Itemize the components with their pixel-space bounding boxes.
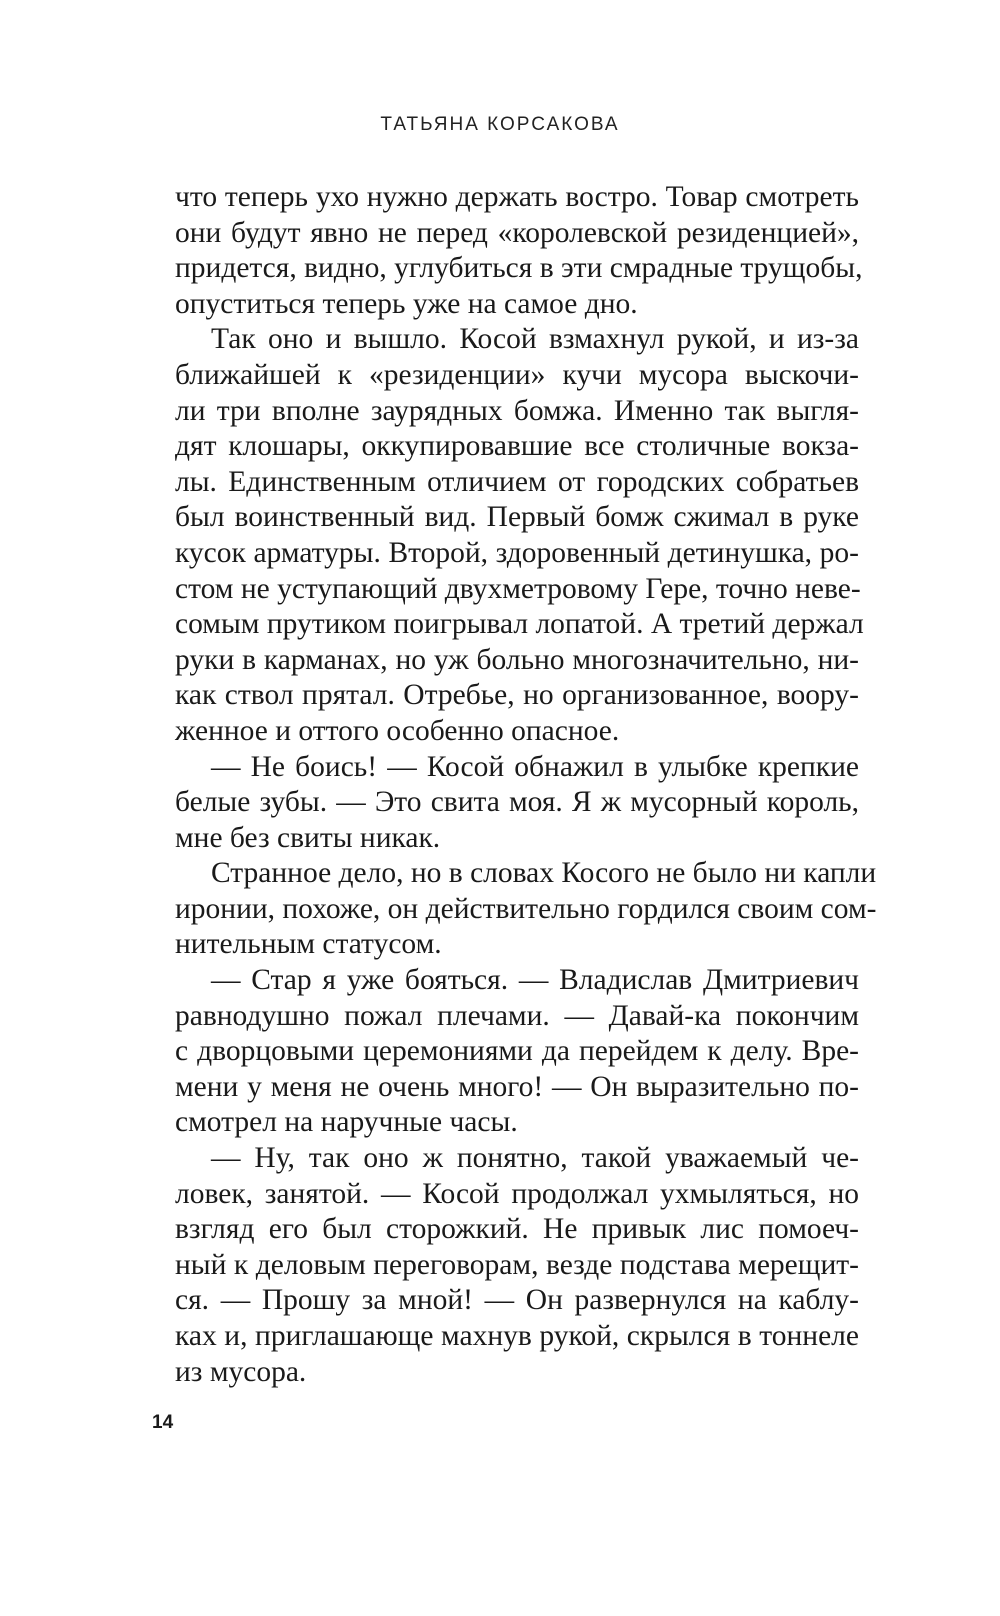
text-line: равнодушно пожал плечами. — Давай-ка покончим [175,999,859,1032]
text-line: лы. Единственным отличием от городских собратьев [175,465,859,498]
text-line: кусок арматуры. Второй, здоровенный детинушка, ро- [175,536,859,569]
text-line: белые зубы. — Это свита моя. Я ж мусорный король, [175,786,859,819]
text-line: ный к деловым переговорам, везде подстава мерещит- [175,1248,859,1281]
text-line: из мусора. [175,1355,307,1388]
text-line: — Стар я уже бояться. — Владислав Дмитриевич [211,964,859,997]
text-line: — Ну, так оно ж понятно, такой уважаемый че- [211,1142,859,1175]
text-line: они будут явно не перед «королевской резиденцией», [175,216,859,249]
text-line: ках и, приглашающе махнув рукой, скрылся в тоннеле [175,1320,859,1352]
text-line: взгляд его был сторожкий. Не привык лис помоеч- [175,1213,859,1246]
text-line: руки в карманах, но уж больно многозначительно, ни- [175,643,859,676]
text-line: сомым прутиком поигрывал лопатой. А третий держал [175,608,864,641]
running-header: ТАТЬЯНА КОРСАКОВА [380,114,620,135]
text-line: нительным статусом. [175,928,442,961]
text-line: был воинственный вид. Первый бомж сжимал в руке [175,501,859,534]
text-line: мне без свиты никак. [175,821,441,854]
text-line: иронии, похоже, он действительно гордился своим сом- [175,892,877,925]
text-line: дят клошары, оккупировавшие все столичные вокза- [175,430,859,463]
page-number: 14 [152,1412,174,1433]
text-line: ся. — Прошу за мной! — Он развернулся на каблу- [175,1284,859,1317]
text-line: опуститься теперь уже на самое дно. [175,287,638,320]
text-line: как ствол прятал. Отребье, но организованное, воору- [175,679,859,712]
text-line: женное и оттого особенно опасное. [175,714,620,747]
text-line: что теперь ухо нужно держать востро. Товар смотреть [175,181,859,213]
text-line: Так оно и вышло. Косой взмахнул рукой, и из-за [211,323,859,356]
text-line: придется, видно, углубиться в эти смрадные трущобы, [175,252,863,285]
text-line: ловек, занятой. — Косой продолжал ухмыляться, но [175,1177,859,1210]
text-line: с дворцовыми церемониями да перейдем к делу. Вре- [175,1035,859,1068]
body-text [175,180,877,1390]
text-line: ближайшей к «резиденции» кучи мусора выскочи- [175,358,859,391]
text-line: — Не боись! — Косой обнажил в улыбке крепкие [211,750,859,783]
text-line: мени у меня не очень много! — Он выразительно по- [175,1070,859,1103]
text-line: смотрел на наручные часы. [175,1106,518,1139]
text-line: Странное дело, но в словах Косого не было ни капли [211,857,877,890]
text-line: ли три вполне заурядных бомжа. Именно так выгля- [175,394,859,427]
text-line: стом не уступающий двухметровому Гере, точно неве- [175,572,861,605]
